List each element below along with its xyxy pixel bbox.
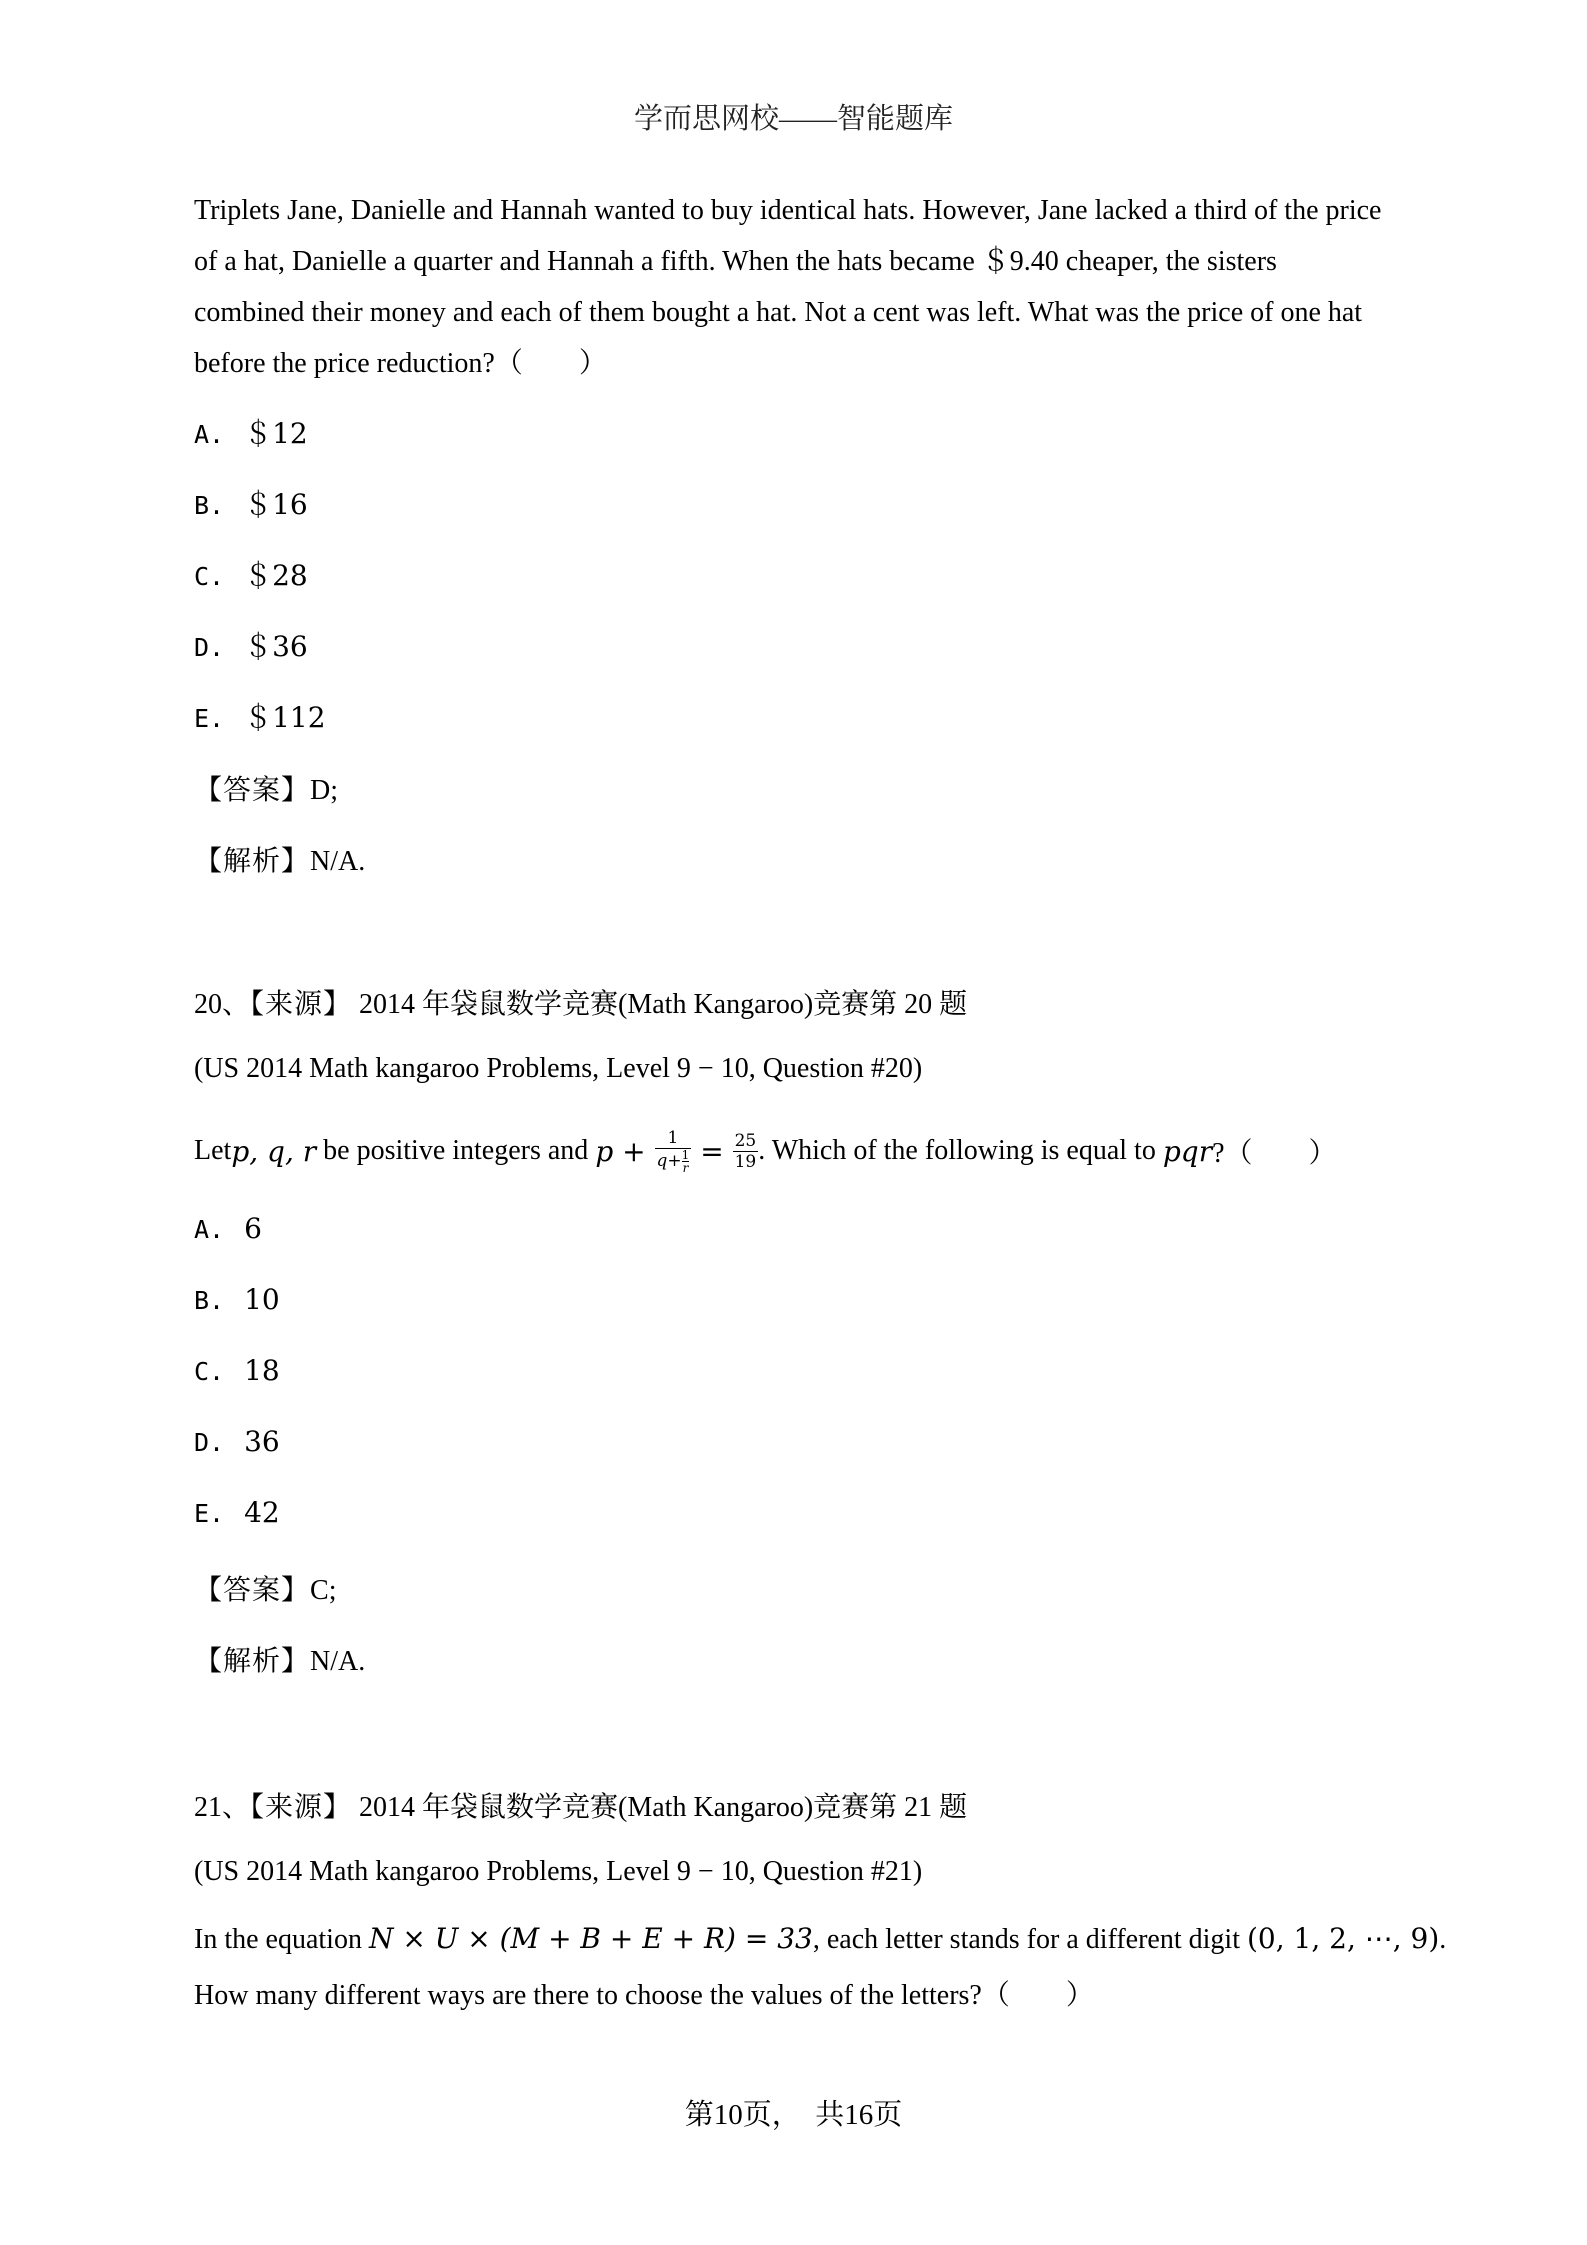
question-20-source [194, 982, 967, 1022]
option-letter: D. [194, 1428, 225, 1457]
continued-fraction [655, 1128, 692, 1174]
stem-line: Triplets Jane, Danielle and Hannah wanted to buy identical hats. However, Jane lacked a third of the price [194, 195, 1382, 226]
answer-value: D; [310, 775, 339, 806]
stem-equation: N × U × (M + B + E + R) = 33 [368, 1922, 813, 1955]
option-value: ＄112 [244, 701, 326, 734]
stem-text: . Which of the following is equal to [758, 1135, 1163, 1166]
stem-math: (0, 1, 2, ⋯, 9) [1246, 1922, 1440, 1955]
stem-text: Let [194, 1135, 232, 1166]
question-21-subtitle: (US 2014 Math kangaroo Problems, Level 9 − 10, Question #21) [194, 1856, 923, 1887]
stem-text: In the equation [194, 1924, 369, 1955]
option-value: ＄12 [244, 417, 308, 450]
page-header: 学而思网校——智能题库 [633, 103, 953, 135]
stem-text: , each letter stands for a different digit [812, 1924, 1247, 1955]
stem-text: ?（ ） [1212, 1138, 1337, 1169]
option-d [194, 1425, 280, 1459]
option-e [194, 696, 326, 736]
option-value: 6 [244, 1212, 262, 1245]
stem-line: before the price reduction?（ ） [194, 348, 607, 379]
equation-var: p [595, 1134, 614, 1168]
option-letter: B. [194, 491, 225, 520]
option-a [194, 1212, 262, 1246]
analysis-label: 【解析】 [194, 846, 311, 877]
fraction-denominator [655, 1149, 692, 1174]
stem-math: pqr [1162, 1134, 1213, 1168]
option-b [194, 483, 308, 523]
fraction-den-text: q+ [656, 1151, 682, 1171]
option-a [194, 412, 308, 452]
inner-numerator: 1 [681, 1148, 690, 1162]
answer-line [194, 1568, 336, 1608]
option-value: ＄36 [244, 630, 308, 663]
option-value: ＄16 [244, 488, 308, 521]
rhs-fraction [733, 1131, 759, 1172]
stem-text: be positive integers and [316, 1135, 596, 1166]
inner-fraction [682, 1149, 690, 1174]
question-number: 20、 [194, 989, 251, 1020]
option-value: 10 [244, 1283, 280, 1316]
stem-line: combined their money and each of them bought a hat. Not a cent was left. What was the price of one hat [194, 297, 1363, 328]
question-20-stem [194, 1116, 1337, 1186]
option-letter: D. [194, 633, 225, 662]
stem-text: . [1439, 1924, 1447, 1955]
analysis-value: N/A. [310, 1646, 366, 1677]
analysis-label: 【解析】 [194, 1646, 311, 1677]
option-d [194, 625, 308, 665]
equation-op: + [613, 1134, 655, 1168]
option-value: 18 [244, 1354, 280, 1387]
option-c [194, 554, 308, 594]
question-21-stem-line-1 [194, 1922, 1446, 1956]
option-letter: C. [194, 562, 225, 591]
question-21-source [194, 1785, 967, 1825]
option-letter: C. [194, 1357, 225, 1386]
option-letter: E. [194, 1499, 225, 1528]
answer-line [194, 768, 338, 808]
fraction-numerator: 1 [655, 1128, 692, 1149]
question-19-stem [194, 185, 1404, 389]
analysis-value: N/A. [310, 846, 366, 877]
option-value: 36 [244, 1425, 280, 1458]
option-letter: E. [194, 704, 225, 733]
fraction-denominator: 19 [734, 1151, 757, 1172]
option-letter: A. [194, 420, 225, 449]
analysis-line [194, 1639, 365, 1679]
answer-value: C; [310, 1575, 337, 1606]
question-20-subtitle: (US 2014 Math kangaroo Problems, Level 9 − 10, Question #20) [194, 1053, 923, 1084]
stem-line: of a hat, Danielle a quarter and Hannah a fifth. When the hats became ＄9.40 cheaper, the sisters [194, 246, 1277, 277]
option-e [194, 1496, 280, 1530]
inner-denominator: r [682, 1161, 689, 1175]
stem-math: p, q, r [231, 1134, 317, 1168]
equation-op: = [691, 1134, 733, 1168]
question-number: 21、 [194, 1792, 251, 1823]
option-b [194, 1283, 280, 1317]
source-label: 【来源】 [250, 1792, 353, 1823]
option-letter: A. [194, 1215, 225, 1244]
answer-label: 【答案】 [194, 1575, 311, 1606]
question-21-stem-line-2: How many different ways are there to choose the values of the letters?（ ） [194, 1980, 1094, 2011]
answer-label: 【答案】 [194, 775, 311, 806]
page-footer: 第10页， 共16页 [684, 2099, 903, 2131]
analysis-line [194, 839, 365, 879]
source-label: 【来源】 [250, 989, 353, 1020]
source-text: 2014 年袋鼠数学竞赛(Math Kangaroo)竞赛第 21 题 [359, 1792, 968, 1823]
option-letter: B. [194, 1286, 225, 1315]
option-value: ＄28 [244, 559, 308, 592]
fraction-numerator: 25 [734, 1130, 757, 1151]
option-value: 42 [244, 1496, 280, 1529]
source-text: 2014 年袋鼠数学竞赛(Math Kangaroo)竞赛第 20 题 [359, 989, 968, 1020]
option-c [194, 1354, 280, 1388]
